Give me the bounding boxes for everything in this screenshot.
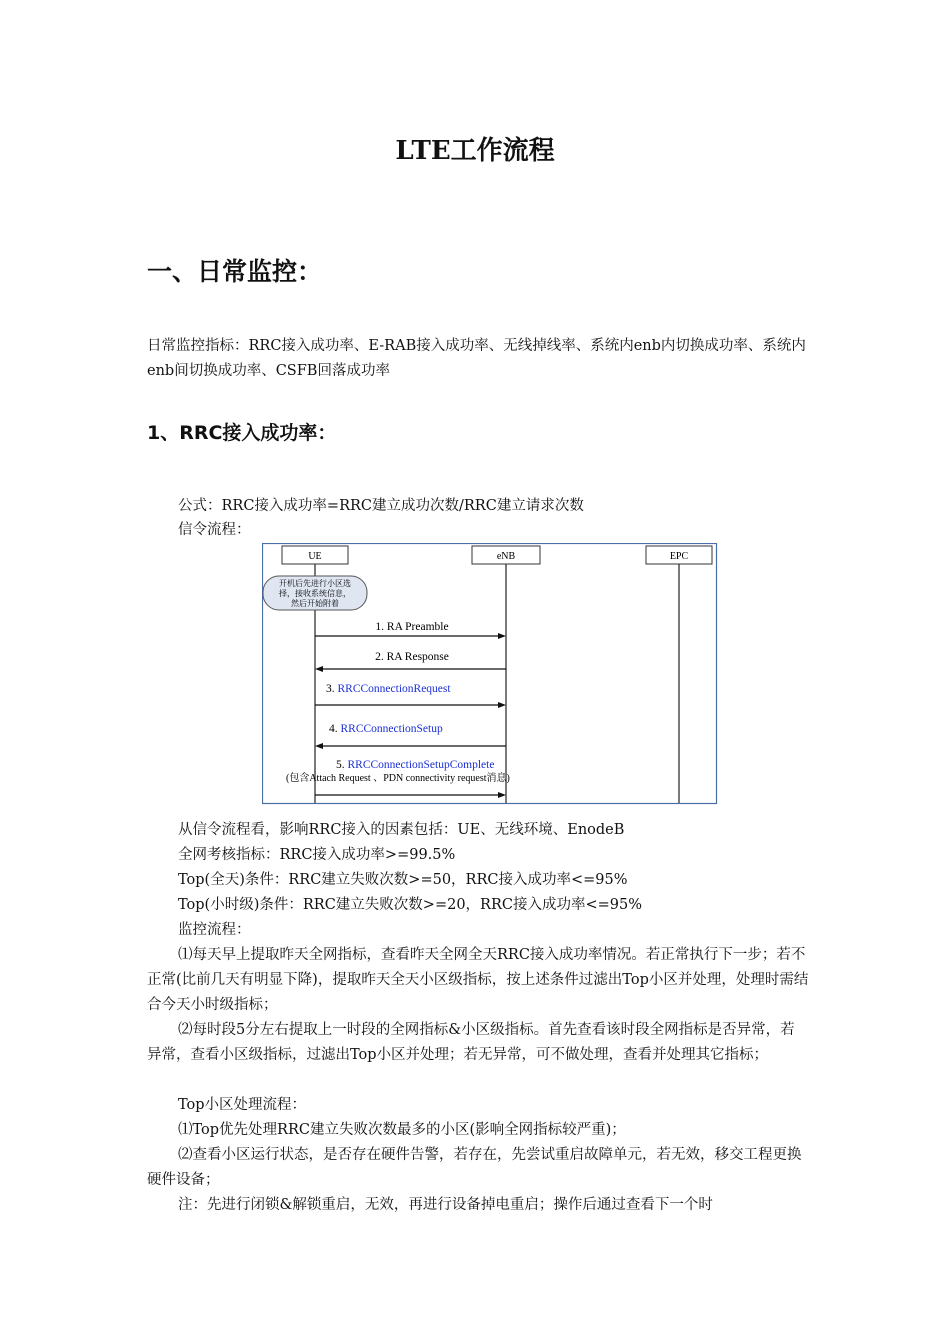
msg3-number: 3.	[326, 683, 338, 695]
ue-entity-label: UE	[308, 551, 322, 562]
msg4-number: 4.	[329, 723, 341, 735]
msg2-label: 2. RA Response	[375, 651, 449, 663]
enb-entity-label: eNB	[496, 551, 516, 562]
ue-note-line-1: 开机后先进行小区选	[279, 579, 351, 588]
intro-paragraph: 日常监控指标：RRC接入成功率、E-RAB接入成功率、无线掉线率、系统内enb内切换成功率、系统内enb间切换成功率、CSFB回落成功率	[147, 338, 806, 379]
top-step-2: ⑵查看小区运行状态，是否存在硬件告警，若存在，先尝试重启故障单元，若无效，移交工程更换硬件设备；	[147, 1147, 802, 1188]
subsection-heading-rrc: 1、RRC接入成功率：	[147, 422, 337, 444]
msg5-sublabel: (包含Attach Request 、PDN connectivity request消息)	[286, 773, 510, 784]
rrc-signaling-diagram	[262, 543, 718, 805]
formula-line: 公式：RRC接入成功率=RRC建立成功次数/RRC建立请求次数	[178, 498, 584, 514]
page-title: LTE工作流程	[395, 136, 555, 166]
msg4-name: RRCConnectionSetup	[340, 723, 443, 735]
signaling-label: 信令流程：	[178, 522, 251, 538]
msg5-number: 5.	[336, 759, 348, 771]
network-kpi-line: 全网考核指标：RRC接入成功率>=99.5%	[178, 847, 456, 863]
msg5-name: RRCConnectionSetupComplete	[347, 759, 495, 771]
monitor-flow-label: 监控流程：	[178, 922, 251, 938]
ue-note-line-2: 择，接收系统信息，	[279, 589, 351, 598]
note-line: 注：先进行闭锁&解锁重启，无效，再进行设备掉电重启；操作后通过查看下一个时	[178, 1197, 713, 1213]
epc-entity-label: EPC	[669, 551, 689, 562]
section-heading-daily-monitoring: 一、日常监控：	[147, 257, 323, 286]
msg3-label	[326, 683, 451, 695]
msg4-label	[329, 723, 443, 735]
top-step-1: ⑴Top优先处理RRC建立失败次数最多的小区(影响全网指标较严重)；	[178, 1122, 626, 1138]
ue-note-line-3: 然后开始附着	[291, 599, 339, 608]
top-day-condition: Top(全天)条件：RRC建立失败次数>=50，RRC接入成功率<=95%	[178, 872, 628, 888]
monitor-step-1: ⑴每天早上提取昨天全网指标，查看昨天全网全天RRC接入成功率情况。若正常执行下一步；若不正常(比前几天有明显下降)，提取昨天全天小区级指标，按上述条件过滤出Top小区并处理，处理时需结合今天小时级指标；	[147, 947, 809, 1013]
msg1-label: 1. RA Preamble	[375, 621, 449, 633]
msg3-name: RRCConnectionRequest	[337, 683, 451, 695]
monitor-step-2: ⑵每时段5分左右提取上一时段的全网指标&小区级指标。首先查看该时段全网指标是否异常，若异常，查看小区级指标，过滤出Top小区并处理；若无异常，可不做处理，查看并处理其它指标；	[147, 1022, 795, 1063]
top-flow-label: Top小区处理流程：	[178, 1097, 307, 1113]
top-hour-condition: Top(小时级)条件：RRC建立失败次数>=20，RRC接入成功率<=95%	[178, 897, 643, 913]
factors-line: 从信令流程看，影响RRC接入的因素包括：UE、无线环境、EnodeB	[178, 822, 625, 838]
msg5-label	[336, 759, 494, 771]
